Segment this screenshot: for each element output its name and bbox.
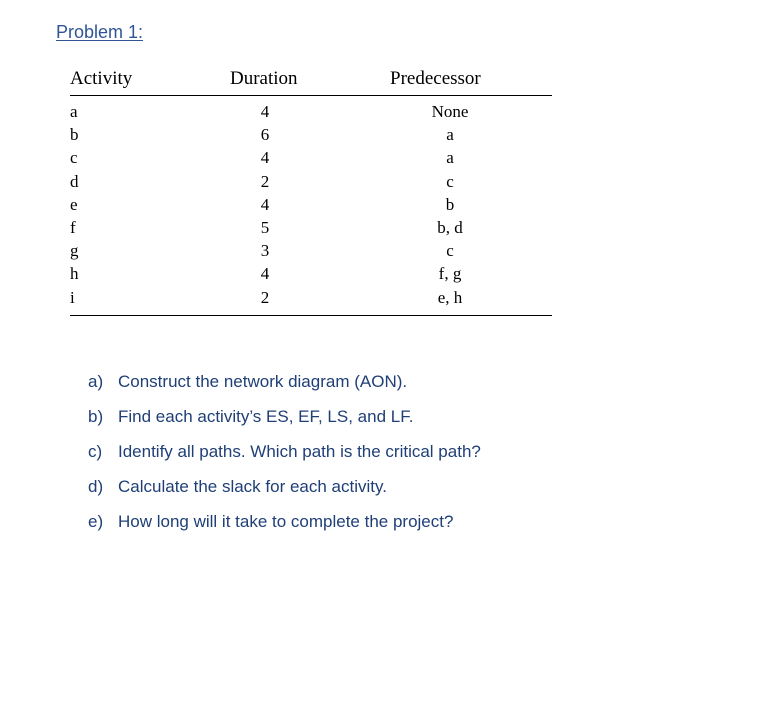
cell-duration: 6 bbox=[260, 125, 270, 145]
header-duration: Duration bbox=[230, 68, 298, 89]
question-text: Find each activity’s ES, EF, LS, and LF. bbox=[118, 407, 414, 426]
question-text: Construct the network diagram (AON). bbox=[118, 372, 408, 391]
question-text: Calculate the slack for each activity. bbox=[118, 477, 387, 496]
table-row bbox=[70, 288, 552, 311]
question-item bbox=[88, 442, 481, 477]
question-letter: e) bbox=[88, 512, 104, 531]
question-text: Identify all paths. Which path is the critical path? bbox=[118, 442, 481, 461]
cell-predecessor: b bbox=[445, 194, 455, 214]
cell-predecessor: None bbox=[431, 102, 469, 121]
cell-duration: 3 bbox=[260, 241, 270, 261]
table-row bbox=[70, 195, 552, 218]
question-letter: d) bbox=[88, 477, 104, 496]
cell-predecessor: a bbox=[446, 125, 454, 145]
question-item bbox=[88, 372, 481, 407]
table-row bbox=[70, 264, 552, 287]
question-letter: a) bbox=[88, 372, 104, 391]
cell-activity: i bbox=[70, 287, 75, 307]
cell-duration: 2 bbox=[260, 171, 270, 191]
cell-activity: d bbox=[70, 171, 79, 191]
question-item bbox=[88, 477, 481, 512]
header-activity: Activity bbox=[70, 68, 133, 89]
table-row bbox=[70, 125, 552, 148]
table-body bbox=[70, 96, 552, 316]
cell-duration: 2 bbox=[260, 287, 270, 307]
question-item bbox=[88, 407, 481, 442]
problem-title: Problem 1: bbox=[56, 22, 144, 42]
cell-activity: a bbox=[70, 102, 78, 121]
cell-activity: b bbox=[70, 125, 79, 145]
question-text: How long will it take to complete the project? bbox=[118, 512, 454, 531]
question-letter: c) bbox=[88, 442, 103, 461]
header-predecessor: Predecessor bbox=[390, 68, 481, 89]
question-item bbox=[88, 512, 481, 547]
table-row bbox=[70, 241, 552, 264]
cell-duration: 4 bbox=[260, 148, 270, 168]
cell-predecessor: c bbox=[446, 241, 454, 261]
cell-duration: 4 bbox=[260, 264, 270, 284]
cell-activity: f bbox=[70, 217, 76, 237]
cell-duration: 4 bbox=[260, 194, 270, 214]
cell-predecessor: b, d bbox=[437, 217, 463, 237]
question-list bbox=[88, 372, 481, 547]
cell-predecessor: c bbox=[446, 171, 454, 191]
cell-activity: c bbox=[70, 148, 78, 168]
cell-activity: e bbox=[70, 194, 78, 214]
table-row bbox=[70, 102, 552, 125]
cell-duration: 4 bbox=[260, 102, 270, 121]
activity-table bbox=[70, 64, 552, 316]
cell-activity: h bbox=[70, 264, 79, 284]
table-row bbox=[70, 172, 552, 195]
table-row bbox=[70, 148, 552, 171]
table-header bbox=[70, 64, 552, 96]
cell-activity: g bbox=[70, 241, 79, 261]
cell-duration: 5 bbox=[260, 217, 270, 237]
table-row bbox=[70, 218, 552, 241]
cell-predecessor: a bbox=[446, 148, 454, 168]
question-letter: b) bbox=[88, 407, 104, 426]
cell-predecessor: e, h bbox=[437, 287, 463, 307]
cell-predecessor: f, g bbox=[438, 264, 462, 284]
